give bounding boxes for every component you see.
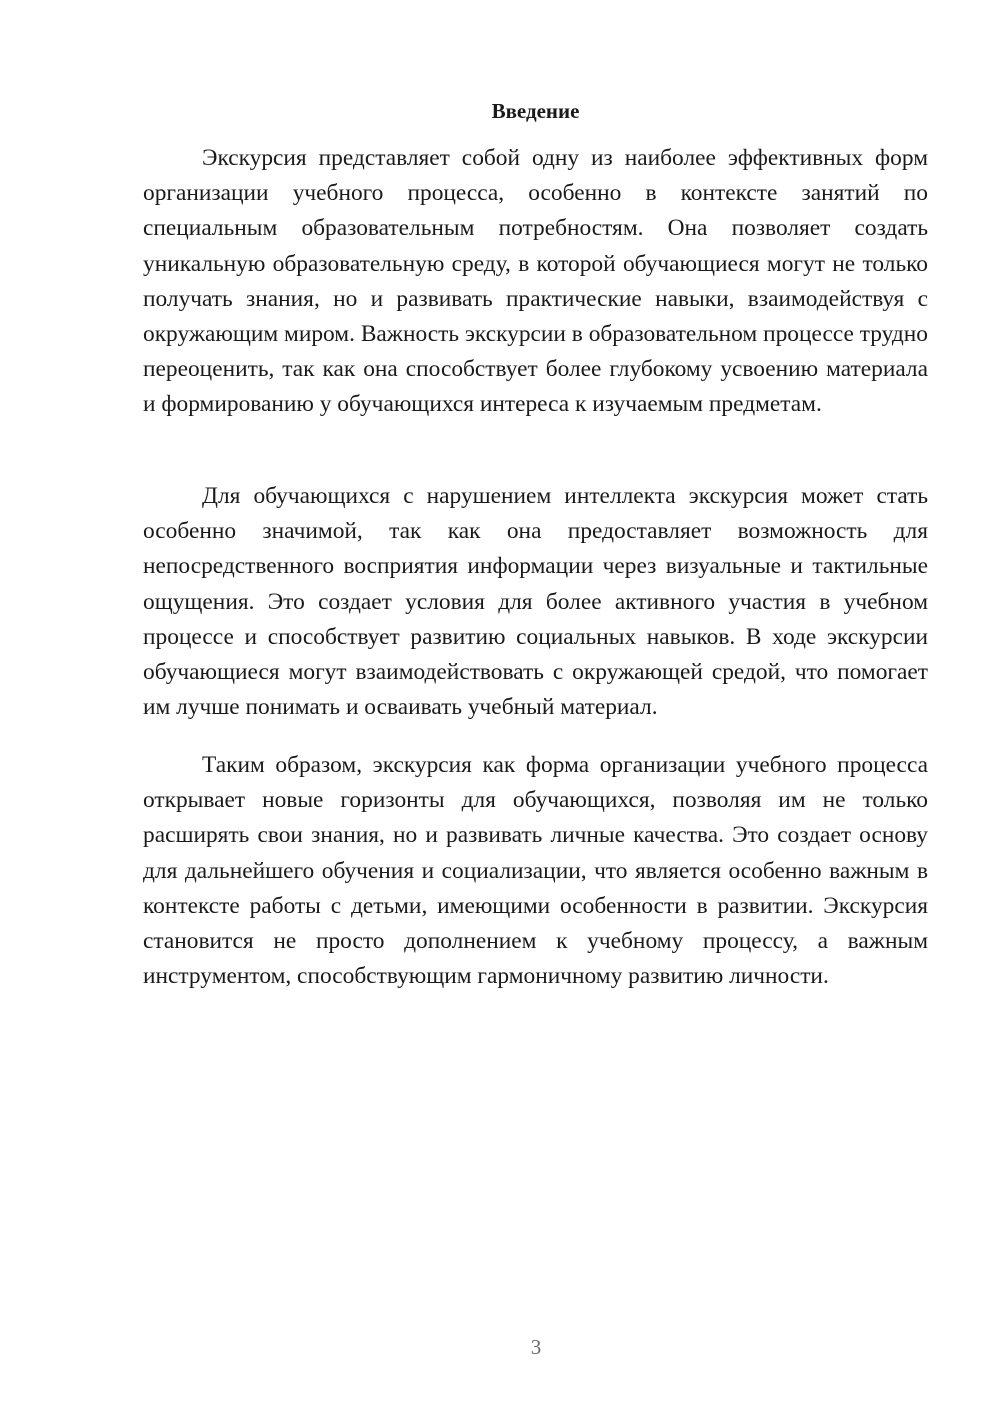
page-number: 3	[530, 1335, 542, 1359]
paragraph-2: Для обучающихся с нарушением интеллекта экскурсия может стать особенно значимой, так как она предоставляет возможность для непосредственного восприятия информации через визуальные и тактильные ощущения. Это создает условия для более активного участия в учебном процессе и способствует развитию социальных навыков. В ходе экскурсии обучающиеся могут взаимодействовать с окружающей средой, что помогает им лучше понимать и осваивать учебный материал.	[143, 483, 928, 721]
paragraph-3: Таким образом, экскурсия как форма организации учебного процесса открывает новые горизонты для обучающихся, позволяя им не только расширять свои знания, но и развивать личные качества. Это создает основу для дальнейшего обучения и социализации, что является особенно важным в контексте работы с детьми, имеющими особенности в развитии. Экскурсия становится не просто дополнением к учебному процессу, а важным инструментом, способствующим гармоничному развитию личности.	[143, 752, 928, 990]
paragraph-1: Экскурсия представляет собой одну из наиболее эффективных форм организации учебного процесса, особенно в контексте занятий по специальным образовательным потребностям. Она позволяет создать уникальную образовательную среду, в которой обучающиеся могут не только получать знания, но и развивать практические навыки, взаимодействуя с окружающим миром. Важность экскурсии в образовательном процессе трудно переоценить, так как она способствует более глубокому усвоению материала и формированию у обучающихся интереса к изучаемым предметам.	[143, 145, 928, 418]
page-title: Введение	[491, 99, 580, 123]
